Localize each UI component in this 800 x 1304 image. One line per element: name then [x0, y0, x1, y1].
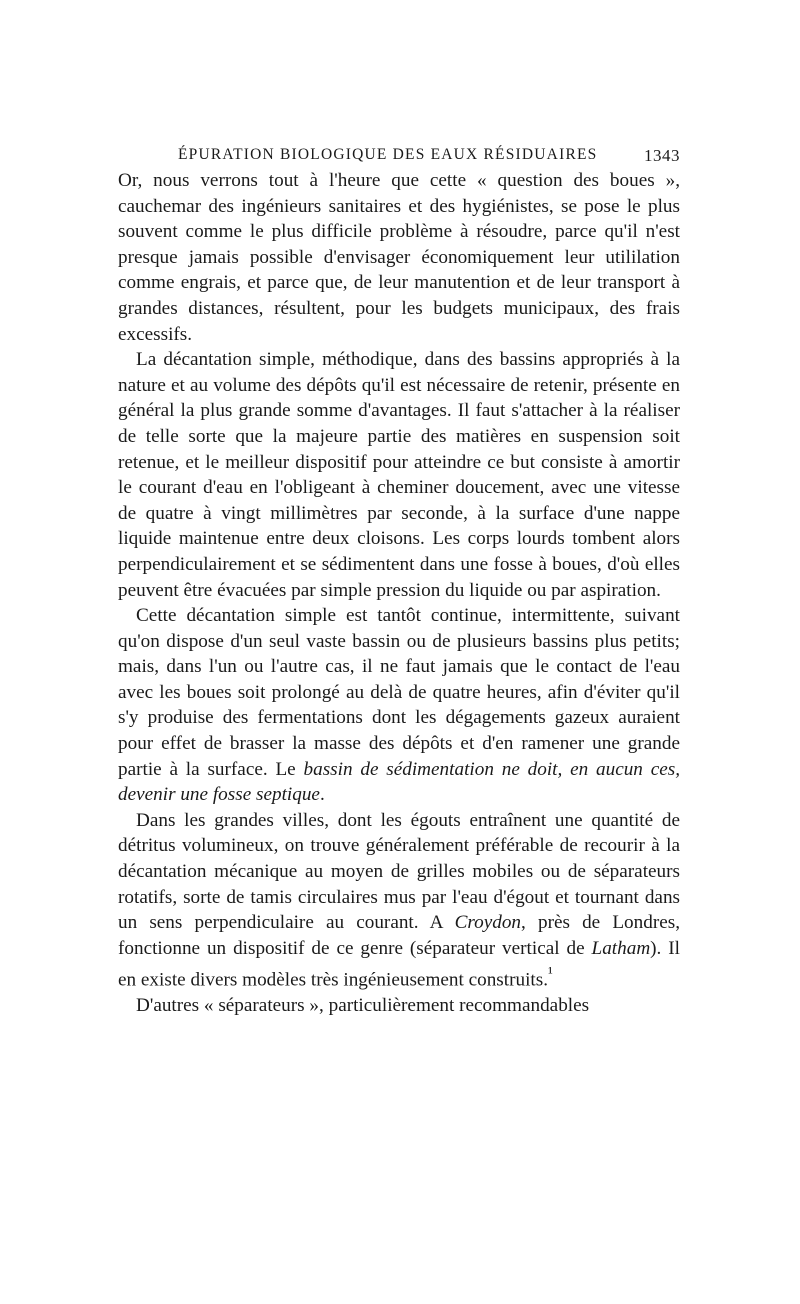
paragraph-3-text-before: Cette décantation simple est tantôt continue, intermittente, suivant qu'on dispose d'un seul vaste bassin ou de plusieurs bassins plus petits; mais, dans l'un ou l'autre cas, il ne faut jamais que le contact de l'eau avec les boues soit prolongé au delà de quatre heures, afin d'éviter qu'il s'y produise des fermentations dont les dégagements gazeux auraient pour effet de brasser la masse des dépôts et d'en ramener une grande partie à la surface. Le [118, 605, 680, 780]
paragraph-5 [118, 993, 680, 1019]
paragraph-3-text-after: . [319, 784, 325, 806]
page-number: 1343 [644, 146, 680, 165]
running-title: ÉPURATION BIOLOGIQUE DES EAUX RÉSIDUAIRES [178, 146, 598, 163]
paragraph-3 [118, 603, 680, 808]
paragraph-1 [118, 168, 680, 347]
book-page [118, 140, 680, 1019]
paragraph-5-text: D'autres « séparateurs », particulièrement recommandables [136, 995, 590, 1017]
paragraph-4-text-after: ). Il en existe divers modèles très ingénieusement construits. [118, 937, 680, 991]
paragraph-2 [118, 347, 680, 603]
paragraph-2-text: La décantation simple, méthodique, dans des bassins appropriés à la nature et au volume des dépôts qu'il est nécessaire de retenir, présente en général la plus grande somme d'avantages. Il faut s'attacher à la réaliser de telle sorte que la majeure partie des matières en suspension soit retenue, et le meilleur dispositif pour atteindre ce but consiste à amortir le courant d'eau en l'obligeant à cheminer doucement, avec une vitesse de quatre à vingt millimètres par seconde, à la surface d'une nappe liquide maintenue entre deux cloisons. Les corps lourds tombent alors perpendiculairement et se sédimentent dans une fosse à boues, d'où elles peuvent être évacuées par simple pression du liquide ou par aspiration. [118, 349, 680, 601]
paragraph-3-italic: bassin de sédimentation ne doit, en aucun ces, devenir une fosse septique [118, 758, 681, 806]
running-head [118, 140, 680, 168]
paragraph-1-text: Or, nous verrons tout à l'heure que cette « question des boues », cauchemar des ingénieurs sanitaires et des hygiénistes, se pose le plus souvent comme le plus difficile problème à résoudre, parce qu'il n'est presque jamais possible d'envisager économiquement leur utililation comme engrais, et parce que, de leur manutention et de leur transport à grandes distances, résultent, pour les budgets municipaux, des frais excessifs. [118, 170, 680, 345]
paragraph-4 [118, 808, 680, 994]
paragraph-4-italic-latham: Latham [591, 937, 651, 959]
paragraph-4-italic-croydon: Croydon [454, 912, 522, 934]
footnote-mark[interactable]: ¹ [548, 965, 553, 983]
paragraph-4-text-middle: , près de Londres, fonctionne un dispositif de ce genre (séparateur vertical de [118, 912, 680, 959]
body-text [118, 168, 680, 1019]
paragraph-4-text-before: Dans les grandes villes, dont les égouts entraînent une quantité de détritus volumineux, on trouve généralement préférable de recourir à la décantation mécanique au moyen de grilles mobiles ou de séparateurs rotatifs, sorte de tamis circulaires mus par l'eau d'égout et tournant dans un sens perpendiculaire au courant. A [118, 809, 680, 934]
